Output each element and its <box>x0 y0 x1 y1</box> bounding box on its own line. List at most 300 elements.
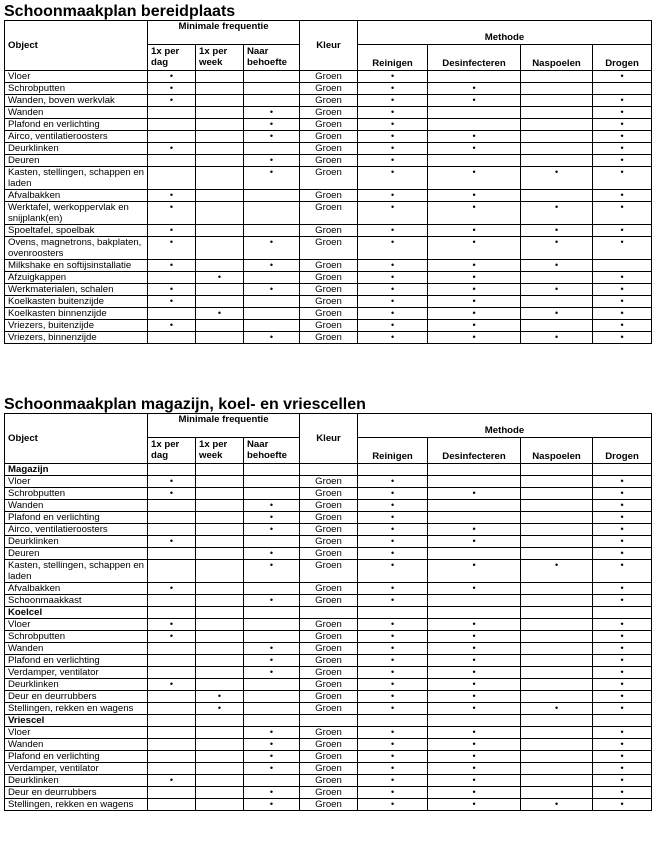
method-desinfecteren-cell <box>428 548 521 560</box>
method-reinigen-cell: • <box>358 536 428 548</box>
table-row <box>5 703 652 715</box>
method-desinfecteren-cell: • <box>428 143 521 155</box>
method-drogen-cell <box>593 260 652 272</box>
object-cell: Deurklinken <box>5 143 148 155</box>
method-desinfecteren-cell: • <box>428 95 521 107</box>
kleur-cell: Groen <box>300 643 358 655</box>
header-method-desinfecteren: Desinfecteren <box>428 438 521 464</box>
method-desinfecteren-cell: • <box>428 237 521 260</box>
table-row <box>5 583 652 595</box>
section-label: Koelcel <box>5 607 148 619</box>
method-reinigen-cell: • <box>358 488 428 500</box>
method-drogen-cell: • <box>593 512 652 524</box>
table-row <box>5 763 652 775</box>
method-drogen-cell: • <box>593 560 652 583</box>
freq-daily-cell <box>148 131 196 143</box>
section-empty-cell <box>148 715 196 727</box>
header-method-drogen: Drogen <box>593 438 652 464</box>
freq-as-needed-cell <box>244 320 300 332</box>
header-freq-weekly: 1x per week <box>196 45 244 71</box>
freq-daily-cell <box>148 787 196 799</box>
method-drogen-cell: • <box>593 190 652 202</box>
table-row <box>5 739 652 751</box>
method-drogen-cell: • <box>593 202 652 225</box>
object-cell: Deur en deurrubbers <box>5 691 148 703</box>
kleur-cell: Groen <box>300 583 358 595</box>
method-drogen-cell: • <box>593 763 652 775</box>
kleur-cell: Groen <box>300 524 358 536</box>
method-naspoelen-cell <box>521 655 593 667</box>
section-empty-cell <box>428 607 521 619</box>
table-row <box>5 512 652 524</box>
freq-as-needed-cell: • <box>244 512 300 524</box>
table-row <box>5 155 652 167</box>
method-drogen-cell: • <box>593 296 652 308</box>
method-reinigen-cell: • <box>358 727 428 739</box>
object-cell: Airco, ventilatieroosters <box>5 131 148 143</box>
plan-title-bereidplaats: Schoonmaakplan bereidplaats <box>4 3 236 20</box>
freq-daily-cell <box>148 727 196 739</box>
method-naspoelen-cell: • <box>521 225 593 237</box>
object-cell: Afvalbakken <box>5 583 148 595</box>
header-methode: Methode <box>358 21 652 45</box>
kleur-cell: Groen <box>300 95 358 107</box>
freq-as-needed-cell <box>244 679 300 691</box>
method-desinfecteren-cell <box>428 119 521 131</box>
table-row <box>5 560 652 583</box>
table-row <box>5 272 652 284</box>
freq-weekly-cell: • <box>196 703 244 715</box>
method-drogen-cell: • <box>593 631 652 643</box>
method-desinfecteren-cell: • <box>428 679 521 691</box>
kleur-cell: Groen <box>300 119 358 131</box>
method-naspoelen-cell <box>521 631 593 643</box>
freq-as-needed-cell <box>244 225 300 237</box>
freq-daily-cell <box>148 107 196 119</box>
header-method-naspoelen: Naspoelen <box>521 45 593 71</box>
method-desinfecteren-cell: • <box>428 296 521 308</box>
freq-weekly-cell <box>196 583 244 595</box>
kleur-cell: Groen <box>300 308 358 320</box>
section-empty-cell <box>428 464 521 476</box>
method-reinigen-cell: • <box>358 131 428 143</box>
freq-weekly-cell <box>196 225 244 237</box>
object-cell: Wanden <box>5 500 148 512</box>
kleur-cell: Groen <box>300 190 358 202</box>
freq-daily-cell <box>148 560 196 583</box>
kleur-cell: Groen <box>300 512 358 524</box>
method-desinfecteren-cell: • <box>428 320 521 332</box>
section-empty-cell <box>593 715 652 727</box>
kleur-cell: Groen <box>300 691 358 703</box>
freq-daily-cell: • <box>148 225 196 237</box>
method-reinigen-cell: • <box>358 476 428 488</box>
method-desinfecteren-cell: • <box>428 703 521 715</box>
freq-weekly-cell <box>196 500 244 512</box>
method-naspoelen-cell <box>521 143 593 155</box>
method-naspoelen-cell <box>521 131 593 143</box>
kleur-cell: Groen <box>300 284 358 296</box>
table-row <box>5 167 652 190</box>
method-drogen-cell: • <box>593 167 652 190</box>
freq-as-needed-cell: • <box>244 763 300 775</box>
object-cell: Milkshake en softijsinstallatie <box>5 260 148 272</box>
table-row <box>5 131 652 143</box>
section-empty-cell <box>593 607 652 619</box>
kleur-cell: Groen <box>300 667 358 679</box>
freq-daily-cell <box>148 691 196 703</box>
freq-weekly-cell <box>196 631 244 643</box>
freq-daily-cell: • <box>148 71 196 83</box>
method-drogen-cell: • <box>593 703 652 715</box>
method-desinfecteren-cell: • <box>428 727 521 739</box>
freq-as-needed-cell <box>244 83 300 95</box>
freq-as-needed-cell <box>244 691 300 703</box>
freq-weekly-cell <box>196 679 244 691</box>
section-empty-cell <box>358 715 428 727</box>
method-naspoelen-cell <box>521 488 593 500</box>
method-drogen-cell: • <box>593 667 652 679</box>
section-empty-cell <box>244 715 300 727</box>
kleur-cell: Groen <box>300 595 358 607</box>
freq-as-needed-cell <box>244 143 300 155</box>
method-desinfecteren-cell <box>428 155 521 167</box>
table-row <box>5 751 652 763</box>
freq-as-needed-cell <box>244 296 300 308</box>
kleur-cell: Groen <box>300 202 358 225</box>
freq-as-needed-cell: • <box>244 524 300 536</box>
method-reinigen-cell: • <box>358 560 428 583</box>
method-naspoelen-cell <box>521 643 593 655</box>
kleur-cell: Groen <box>300 763 358 775</box>
table-row <box>5 631 652 643</box>
method-naspoelen-cell <box>521 155 593 167</box>
kleur-cell: Groen <box>300 739 358 751</box>
object-cell: Stellingen, rekken en wagens <box>5 799 148 811</box>
method-naspoelen-cell <box>521 691 593 703</box>
method-naspoelen-cell <box>521 71 593 83</box>
kleur-cell: Groen <box>300 143 358 155</box>
freq-daily-cell <box>148 667 196 679</box>
table-row <box>5 83 652 95</box>
method-naspoelen-cell: • <box>521 237 593 260</box>
method-desinfecteren-cell <box>428 71 521 83</box>
freq-weekly-cell <box>196 655 244 667</box>
freq-weekly-cell <box>196 751 244 763</box>
method-naspoelen-cell <box>521 787 593 799</box>
table-row <box>5 260 652 272</box>
object-cell: Airco, ventilatieroosters <box>5 524 148 536</box>
method-drogen-cell: • <box>593 655 652 667</box>
method-naspoelen-cell <box>521 272 593 284</box>
kleur-cell: Groen <box>300 631 358 643</box>
kleur-cell: Groen <box>300 488 358 500</box>
method-desinfecteren-cell: • <box>428 167 521 190</box>
method-desinfecteren-cell: • <box>428 643 521 655</box>
freq-weekly-cell <box>196 83 244 95</box>
header-min-frequency: Minimale frequentie <box>148 414 300 438</box>
section-empty-cell <box>244 607 300 619</box>
freq-daily-cell <box>148 512 196 524</box>
object-cell: Plafond en verlichting <box>5 119 148 131</box>
freq-weekly-cell <box>196 284 244 296</box>
table-row <box>5 320 652 332</box>
section-label: Vriescel <box>5 715 148 727</box>
method-naspoelen-cell <box>521 320 593 332</box>
kleur-cell: Groen <box>300 107 358 119</box>
method-reinigen-cell: • <box>358 595 428 607</box>
object-cell: Deurklinken <box>5 775 148 787</box>
object-cell: Koelkasten buitenzijde <box>5 296 148 308</box>
object-cell: Kasten, stellingen, schappen en laden <box>5 560 148 583</box>
table-row <box>5 524 652 536</box>
table-row <box>5 190 652 202</box>
section-empty-cell <box>196 715 244 727</box>
freq-as-needed-cell: • <box>244 751 300 763</box>
freq-daily-cell <box>148 595 196 607</box>
freq-daily-cell: • <box>148 284 196 296</box>
freq-daily-cell <box>148 763 196 775</box>
table-row <box>5 799 652 811</box>
method-naspoelen-cell: • <box>521 703 593 715</box>
method-reinigen-cell: • <box>358 751 428 763</box>
method-desinfecteren-cell: • <box>428 763 521 775</box>
freq-as-needed-cell <box>244 775 300 787</box>
method-reinigen-cell: • <box>358 284 428 296</box>
table-row <box>5 727 652 739</box>
freq-as-needed-cell <box>244 95 300 107</box>
freq-weekly-cell <box>196 119 244 131</box>
freq-weekly-cell <box>196 787 244 799</box>
method-reinigen-cell: • <box>358 787 428 799</box>
table-row <box>5 775 652 787</box>
method-desinfecteren-cell: • <box>428 308 521 320</box>
freq-daily-cell: • <box>148 237 196 260</box>
method-reinigen-cell: • <box>358 667 428 679</box>
section-empty-cell <box>300 715 358 727</box>
freq-weekly-cell: • <box>196 272 244 284</box>
kleur-cell: Groen <box>300 131 358 143</box>
method-naspoelen-cell <box>521 751 593 763</box>
freq-weekly-cell <box>196 799 244 811</box>
method-reinigen-cell: • <box>358 583 428 595</box>
method-reinigen-cell: • <box>358 83 428 95</box>
freq-weekly-cell <box>196 727 244 739</box>
method-naspoelen-cell <box>521 727 593 739</box>
table-row <box>5 71 652 83</box>
freq-weekly-cell <box>196 619 244 631</box>
table-row <box>5 691 652 703</box>
kleur-cell: Groen <box>300 619 358 631</box>
section-empty-cell <box>428 715 521 727</box>
table-row <box>5 787 652 799</box>
header-method-reinigen: Reinigen <box>358 438 428 464</box>
method-desinfecteren-cell: • <box>428 536 521 548</box>
method-desinfecteren-cell: • <box>428 488 521 500</box>
freq-as-needed-cell: • <box>244 284 300 296</box>
method-drogen-cell: • <box>593 595 652 607</box>
freq-daily-cell <box>148 655 196 667</box>
method-reinigen-cell: • <box>358 655 428 667</box>
freq-as-needed-cell: • <box>244 595 300 607</box>
kleur-cell: Groen <box>300 560 358 583</box>
object-cell: Schrobputten <box>5 488 148 500</box>
method-drogen-cell: • <box>593 739 652 751</box>
freq-as-needed-cell: • <box>244 167 300 190</box>
freq-weekly-cell <box>196 237 244 260</box>
object-cell: Wanden <box>5 107 148 119</box>
method-naspoelen-cell <box>521 595 593 607</box>
freq-as-needed-cell: • <box>244 119 300 131</box>
method-drogen-cell: • <box>593 799 652 811</box>
method-desinfecteren-cell: • <box>428 787 521 799</box>
table-row <box>5 488 652 500</box>
method-reinigen-cell: • <box>358 95 428 107</box>
method-desinfecteren-cell: • <box>428 260 521 272</box>
method-drogen-cell: • <box>593 548 652 560</box>
freq-weekly-cell <box>196 332 244 344</box>
freq-daily-cell <box>148 751 196 763</box>
freq-as-needed-cell <box>244 71 300 83</box>
cleaning-plan-table-bereidplaats <box>4 20 652 344</box>
method-naspoelen-cell <box>521 619 593 631</box>
freq-daily-cell: • <box>148 202 196 225</box>
object-cell: Wanden <box>5 739 148 751</box>
freq-weekly-cell <box>196 190 244 202</box>
freq-as-needed-cell <box>244 583 300 595</box>
freq-as-needed-cell: • <box>244 107 300 119</box>
freq-daily-cell: • <box>148 296 196 308</box>
method-naspoelen-cell <box>521 679 593 691</box>
method-desinfecteren-cell: • <box>428 667 521 679</box>
section-label: Magazijn <box>5 464 148 476</box>
freq-daily-cell: • <box>148 320 196 332</box>
method-naspoelen-cell: • <box>521 308 593 320</box>
object-cell: Vloer <box>5 727 148 739</box>
freq-weekly-cell <box>196 260 244 272</box>
section-empty-cell <box>196 464 244 476</box>
method-desinfecteren-cell: • <box>428 583 521 595</box>
freq-as-needed-cell: • <box>244 237 300 260</box>
method-desinfecteren-cell: • <box>428 131 521 143</box>
table-row <box>5 643 652 655</box>
method-naspoelen-cell <box>521 296 593 308</box>
freq-as-needed-cell: • <box>244 643 300 655</box>
cleaning-plan-table-magazijn <box>4 413 652 811</box>
freq-weekly-cell <box>196 524 244 536</box>
method-naspoelen-cell: • <box>521 167 593 190</box>
kleur-cell: Groen <box>300 167 358 190</box>
section-empty-cell <box>196 607 244 619</box>
table-row <box>5 619 652 631</box>
method-reinigen-cell: • <box>358 296 428 308</box>
method-drogen-cell: • <box>593 71 652 83</box>
freq-daily-cell: • <box>148 83 196 95</box>
kleur-cell: Groen <box>300 272 358 284</box>
header-freq-weekly: 1x per week <box>196 438 244 464</box>
kleur-cell: Groen <box>300 548 358 560</box>
method-reinigen-cell: • <box>358 631 428 643</box>
method-desinfecteren-cell: • <box>428 524 521 536</box>
method-desinfecteren-cell: • <box>428 332 521 344</box>
section-row <box>5 715 652 727</box>
freq-daily-cell <box>148 119 196 131</box>
method-drogen-cell: • <box>593 320 652 332</box>
section-empty-cell <box>521 464 593 476</box>
kleur-cell: Groen <box>300 476 358 488</box>
kleur-cell: Groen <box>300 775 358 787</box>
object-cell: Vriezers, binnenzijde <box>5 332 148 344</box>
table-row <box>5 237 652 260</box>
freq-weekly-cell: • <box>196 691 244 703</box>
freq-as-needed-cell: • <box>244 548 300 560</box>
object-cell: Koelkasten binnenzijde <box>5 308 148 320</box>
object-cell: Ovens, magnetrons, bakplaten, ovenroosters <box>5 237 148 260</box>
object-cell: Schrobputten <box>5 631 148 643</box>
method-naspoelen-cell <box>521 667 593 679</box>
method-naspoelen-cell <box>521 83 593 95</box>
table-row <box>5 679 652 691</box>
freq-weekly-cell <box>196 107 244 119</box>
section-empty-cell <box>358 464 428 476</box>
method-desinfecteren-cell: • <box>428 225 521 237</box>
freq-as-needed-cell <box>244 272 300 284</box>
object-cell: Deurklinken <box>5 536 148 548</box>
kleur-cell: Groen <box>300 787 358 799</box>
header-min-frequency: Minimale frequentie <box>148 21 300 45</box>
method-reinigen-cell: • <box>358 143 428 155</box>
object-cell: Afzuigkappen <box>5 272 148 284</box>
method-reinigen-cell: • <box>358 548 428 560</box>
object-cell: Schrobputten <box>5 83 148 95</box>
kleur-cell: Groen <box>300 679 358 691</box>
freq-as-needed-cell <box>244 190 300 202</box>
method-drogen-cell: • <box>593 787 652 799</box>
freq-as-needed-cell: • <box>244 332 300 344</box>
method-reinigen-cell: • <box>358 619 428 631</box>
kleur-cell: Groen <box>300 83 358 95</box>
method-desinfecteren-cell: • <box>428 799 521 811</box>
freq-weekly-cell <box>196 476 244 488</box>
method-reinigen-cell: • <box>358 763 428 775</box>
method-naspoelen-cell <box>521 536 593 548</box>
freq-as-needed-cell <box>244 703 300 715</box>
method-desinfecteren-cell: • <box>428 619 521 631</box>
method-desinfecteren-cell <box>428 595 521 607</box>
freq-as-needed-cell <box>244 631 300 643</box>
header-object: Object <box>5 414 148 464</box>
method-desinfecteren-cell: • <box>428 83 521 95</box>
freq-daily-cell <box>148 500 196 512</box>
method-naspoelen-cell <box>521 476 593 488</box>
method-drogen-cell: • <box>593 155 652 167</box>
freq-daily-cell: • <box>148 190 196 202</box>
object-cell: Plafond en verlichting <box>5 655 148 667</box>
method-reinigen-cell: • <box>358 225 428 237</box>
table-row <box>5 225 652 237</box>
header-kleur: Kleur <box>300 414 358 464</box>
freq-weekly-cell <box>196 560 244 583</box>
method-naspoelen-cell: • <box>521 560 593 583</box>
object-cell: Wanden, boven werkvlak <box>5 95 148 107</box>
method-naspoelen-cell <box>521 524 593 536</box>
method-drogen-cell: • <box>593 536 652 548</box>
object-cell: Werkmaterialen, schalen <box>5 284 148 296</box>
table-row <box>5 595 652 607</box>
freq-as-needed-cell: • <box>244 500 300 512</box>
object-cell: Wanden <box>5 643 148 655</box>
table-row <box>5 107 652 119</box>
